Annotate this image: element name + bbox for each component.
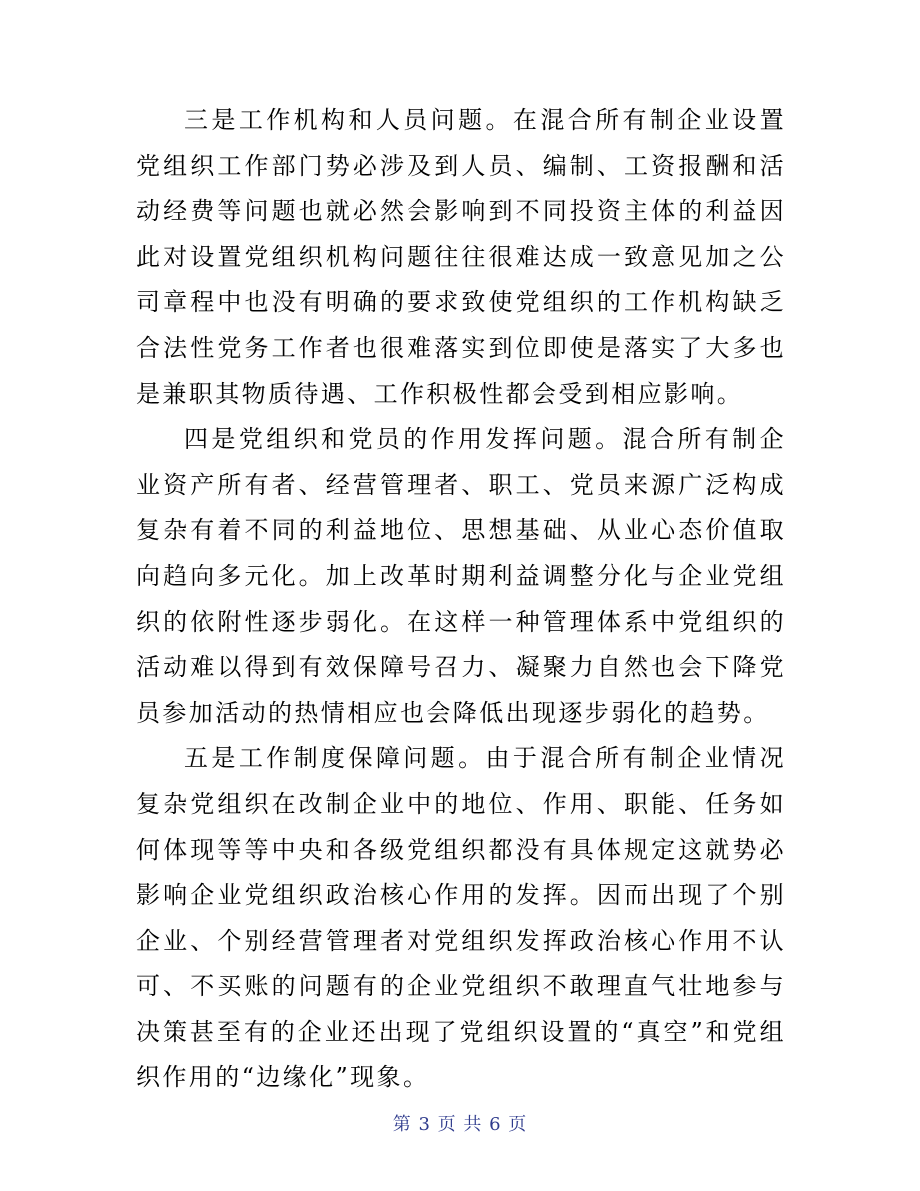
current-page-number: 3 [418,1114,431,1135]
total-pages-number: 6 [489,1114,502,1135]
footer-page-label: 页 [437,1114,457,1135]
paragraph-3: 五是工作制度保障问题。由于混合所有制企业情况复杂党组织在改制企业中的地位、作用、职能、任务如何体现等等中央和各级党组织都没有具体规定这就势必影响企业党组织政治核心作用的发挥。因而出现了个别企业、个别经营管理者对党组织发挥政治核心作用不认可、不买账的问题有的企业党组织不敢理直气壮地参与决策甚至有的企业还出现了党组织设置的“真空”和党组织作用的“边缘化”现象。 [136,744,786,1092]
body-text [136,98,786,1101]
footer-prefix: 第 [392,1114,412,1135]
footer-total-label: 共 [463,1114,483,1135]
paragraph-2: 四是党组织和党员的作用发挥问题。混合所有制企业资产所有者、经营管理者、职工、党员来源广泛构成复杂有着不同的利益地位、思想基础、从业心态价值取向趋向多元化。加上改革时期利益调整分化与企业党组织的依附性逐步弱化。在这样一种管理体系中党组织的活动难以得到有效保障号召力、凝聚力自然也会下降党员参加活动的热情相应也会降低出现逐步弱化的趋势。 [136,425,786,727]
paragraph-1: 三是工作机构和人员问题。在混合所有制企业设置党组织工作部门势必涉及到人员、编制、工资报酬和活动经费等问题也就必然会影响到不同投资主体的利益因此对设置党组织机构问题往往很难达成一致意见加之公司章程中也没有明确的要求致使党组织的工作机构缺乏合法性党务工作者也很难落实到位即使是落实了大多也是兼职其物质待遇、工作积极性都会受到相应影响。 [136,106,786,408]
footer-suffix: 页 [508,1114,528,1135]
page-footer [0,1110,920,1136]
